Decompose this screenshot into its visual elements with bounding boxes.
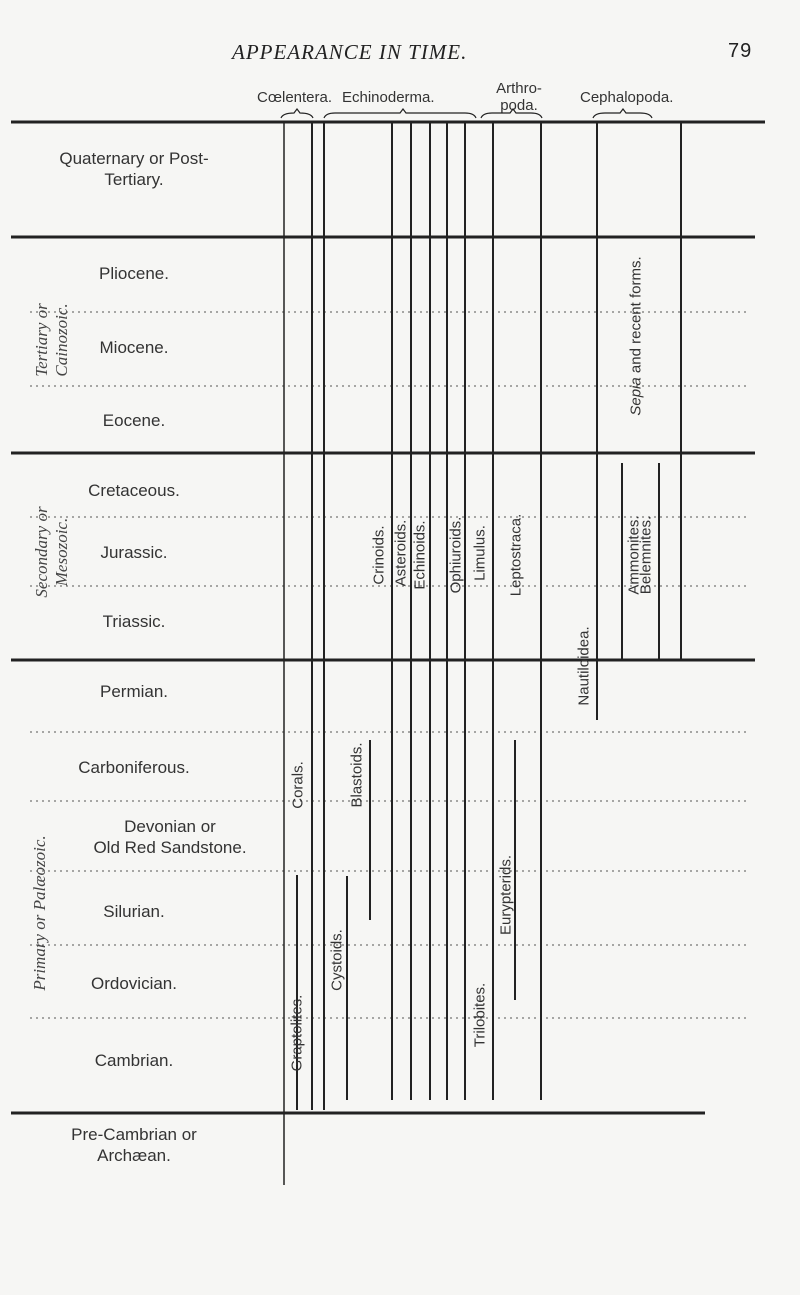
period-precambrian-line2: Archæan. bbox=[97, 1146, 171, 1165]
period-silurian: Silurian. bbox=[103, 902, 165, 921]
taxon-sepia-rest: and recent forms. bbox=[627, 256, 645, 378]
era-secondary-line1: Secondary or bbox=[32, 506, 51, 598]
period-pliocene: Pliocene. bbox=[99, 264, 169, 283]
group-arthropoda-line2: poda. bbox=[500, 97, 538, 114]
taxon-graptolites: Graptolites. bbox=[288, 994, 306, 1072]
taxon-corals: Corals. bbox=[289, 761, 307, 809]
taxon-nautiloidea: Nautiloidea. bbox=[575, 626, 593, 706]
period-jurassic: Jurassic. bbox=[100, 543, 168, 562]
taxon-limulus: Limulus. bbox=[471, 525, 489, 581]
taxon-ammonites: Ammonites. bbox=[625, 515, 643, 595]
period-precambrian-line1: Pre-Cambrian or bbox=[71, 1125, 197, 1144]
era-secondary-line2: Mesozoic. bbox=[52, 517, 71, 587]
taxon-blastoids: Blastoids. bbox=[348, 742, 366, 808]
group-echinoderma: Echinoderma. bbox=[342, 89, 435, 106]
group-arthropoda-line1: Arthro- bbox=[496, 80, 542, 97]
brace-arthropoda bbox=[481, 109, 542, 118]
period-eocene: Eocene. bbox=[102, 411, 166, 430]
period-cambrian: Cambrian. bbox=[94, 1051, 174, 1070]
period-devonian-line1: Devonian or bbox=[124, 817, 216, 836]
group-coelentera: Cœlentera. bbox=[257, 89, 333, 106]
period-miocene: Miocene. bbox=[99, 338, 169, 357]
taxon-sepia bbox=[628, 256, 645, 415]
taxon-echinoids: Echinoids. bbox=[411, 520, 429, 590]
taxon-ophiuroids: Ophiuroids. bbox=[447, 516, 465, 594]
taxon-trilobites: Trilobites. bbox=[471, 982, 489, 1048]
brace-coelentera bbox=[281, 109, 313, 118]
taxon-cystoids: Cystoids. bbox=[328, 929, 346, 991]
taxon-asteroids: Asteroids. bbox=[392, 519, 410, 587]
era-tertiary-line2: Cainozoic. bbox=[52, 303, 71, 377]
period-ordovician: Ordovician. bbox=[91, 974, 177, 993]
period-permian: Permian. bbox=[99, 682, 169, 701]
taxon-leptostraca: Leptostraca. bbox=[507, 513, 525, 597]
taxon-eurypterids: Eurypterids. bbox=[497, 854, 515, 936]
period-triassic: Triassic. bbox=[102, 612, 166, 631]
running-header-title: APPEARANCE IN TIME. bbox=[232, 40, 468, 64]
period-cretaceous: Cretaceous. bbox=[88, 481, 180, 500]
era-tertiary-line1: Tertiary or bbox=[32, 303, 51, 377]
period-carboniferous: Carboniferous. bbox=[78, 758, 190, 777]
taxon-belemnites: Belemnites. bbox=[637, 515, 655, 595]
period-quaternary-line2: Tertiary. bbox=[104, 170, 164, 189]
period-devonian-line2: Old Red Sandstone. bbox=[93, 838, 247, 857]
brace-echinoderma bbox=[324, 109, 476, 118]
taxon-sepia-name: Sepia bbox=[627, 377, 645, 416]
page-number: 79 bbox=[728, 40, 753, 62]
brace-cephalopoda bbox=[593, 109, 652, 118]
era-primary: Primary or Palæozoic. bbox=[30, 835, 49, 991]
taxon-crinoids: Crinoids. bbox=[370, 525, 388, 585]
group-cephalopoda: Cephalopoda. bbox=[580, 89, 674, 106]
period-quaternary-line1: Quaternary or Post- bbox=[59, 149, 209, 168]
